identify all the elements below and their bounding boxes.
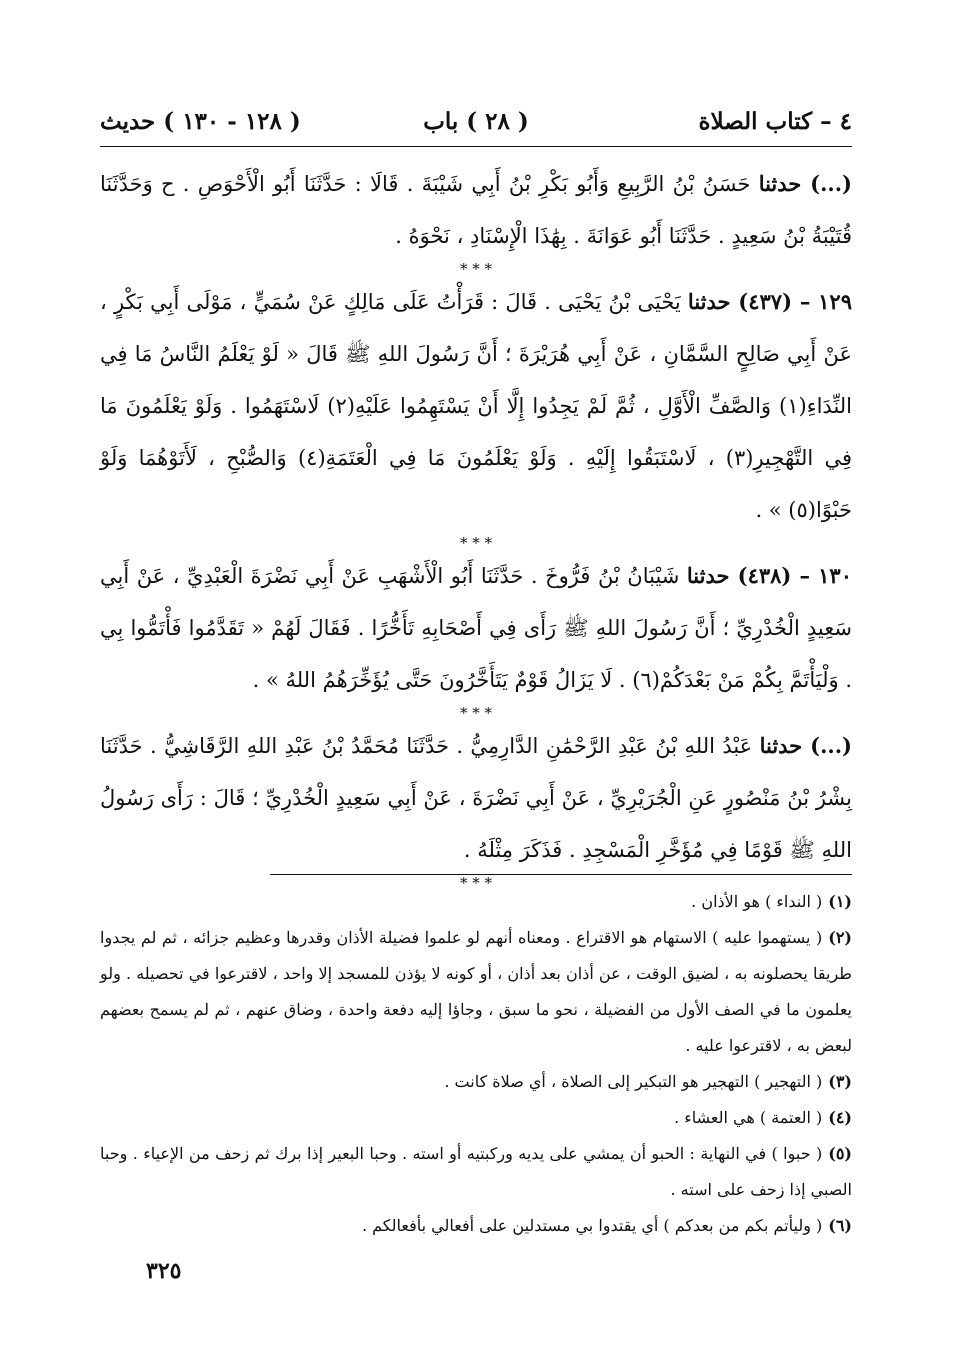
page-number: ٣٢٥ (146, 1258, 182, 1284)
section-separator: * * * (459, 704, 493, 722)
footnotes (100, 884, 852, 1244)
footnote (100, 884, 852, 920)
hadith-paragraph (100, 276, 852, 536)
hadith-paragraph (100, 550, 852, 706)
footnote-number: (٢) (828, 928, 852, 947)
footnote (100, 1100, 852, 1136)
footnote (100, 1208, 852, 1244)
section-separator: * * * (459, 874, 493, 892)
hadith-paragraph (100, 720, 852, 876)
section-separator: * * * (459, 260, 493, 278)
hadith-number: (...) حدثنا (759, 733, 852, 758)
header-divider (100, 146, 852, 147)
hadith-body: حَسَنُ بْنُ الرَّبِيعِ وَأَبُو بَكْرِ بْنُ أَبِي شَيْبَةَ . قَالَا : حَدَّثَنَا أَبُو الْأَحْوَصِ . ح وَحَدَّثَنَا قُتَيْبَةُ بْنُ سَعِيدٍ . حَدَّثَنَا أَبُو عَوَانَةَ . بِهَٰذَا الْإِسْنَادِ ، نَحْوَهُ . (100, 172, 852, 248)
footnote-divider (270, 874, 852, 875)
hadith-body: عَبْدُ اللهِ بْنُ عَبْدِ الرَّحْمَٰنِ الدَّارِمِيُّ . حَدَّثَنَا مُحَمَّدُ بْنُ عَبْدِ اللهِ الرَّقَاشِيُّ . حَدَّثَنَا بِشْرُ بْنُ مَنْصُورٍ عَنِ الْجُرَيْرِيِّ ، عَنْ أَبِي نَضْرَةَ ، عَنْ أَبِي سَعِيدٍ الْخُدْرِيِّ ؛ قَالَ : رَأَى رَسُولُ اللهِ ﷺ قَوْمًا فِي مُؤَخَّرِ الْمَسْجِدِ . فَذَكَرَ مِثْلَهُ . (100, 734, 852, 862)
page-header (100, 108, 852, 144)
section-separator: * * * (459, 534, 493, 552)
footnote-text: ( يستهموا عليه ) الاستهام هو الاقتراع . ومعناه أنهم لو علموا فضيلة الأذان وقدرها وعظيم جزائه ، ثم لم يجدوا طريقا يحصلونه به ، لضيق الوقت ، عن أذان بعد أذان ، أو كونه لا يؤذن للمسجد إلا واحد ، لاقترعوا في تحصيله . ولو يعلمون ما في الصف الأول من الفضيلة ، نحو ما سبق ، وجاؤا إليه دفعة واحدة ، وضاق عنهم ، ثم لم يسمح بعضهم لبعض به ، لاقترعوا عليه . (100, 928, 853, 1055)
hadith-range: ( ١٢٨ - ١٣٠ ) حديث (100, 108, 301, 135)
book-title: ٤ – كتاب الصلاة (698, 108, 852, 135)
hadith-number: ١٢٩ – (٤٣٧) حدثنا (687, 289, 852, 314)
hadith-body: يَحْيَى بْنُ يَحْيَى . قَالَ : قَرَأْتُ عَلَى مَالِكٍ عَنْ سُمَيٍّ ، مَوْلَى أَبِي بَكْرٍ ، عَنْ أَبِي صَالِحٍ السَّمَّانِ ، عَنْ أَبِي هُرَيْرَةَ ؛ أَنَّ رَسُولَ اللهِ ﷺ قَالَ « لَوْ يَعْلَمُ النَّاسُ مَا فِي النِّدَاءِ(١) وَالصَّفِّ الْأَوَّلِ ، ثُمَّ لَمْ يَجِدُوا إِلَّا أَنْ يَسْتَهِمُوا عَلَيْهِ(٢) لَاسْتَهَمُوا . وَلَوْ يَعْلَمُونَ مَا فِي التَّهْجِيرِ(٣) ، لَاسْتَبَقُوا إِلَيْهِ . وَلَوْ يَعْلَمُونَ مَا فِي الْعَتَمَةِ(٤) وَالصُّبْحِ ، لَأَتَوْهُمَا وَلَوْ حَبْوًا(٥) » . (100, 290, 853, 522)
footnote-number: (٤) (828, 1108, 852, 1127)
footnote-number: (٣) (828, 1072, 852, 1091)
footnote (100, 1136, 852, 1208)
footnote (100, 920, 852, 1064)
footnote (100, 1064, 852, 1100)
footnote-text: ( التهجير ) التهجير هو التبكير إلى الصلاة ، أي صلاة كانت . (444, 1072, 823, 1091)
footnote-text: ( وليأتم بكم من بعدكم ) أي يقتدوا بي مستدلين على أفعالي بأفعالكم . (361, 1216, 823, 1235)
footnote-number: (٥) (828, 1144, 852, 1163)
footnote-number: (١) (828, 892, 852, 911)
hadith-text (100, 158, 852, 890)
chapter-label: ( ٢٨ ) باب (423, 108, 529, 135)
hadith-paragraph (100, 158, 852, 262)
footnote-text: ( العتمة ) هي العشاء . (674, 1108, 823, 1127)
hadith-number: ١٣٠ – (٤٣٨) حدثنا (686, 563, 852, 588)
footnote-text: ( النداء ) هو الأذان . (691, 892, 823, 911)
footnote-text: ( حبوا ) في النهاية : الحبو أن يمشي على يديه وركبتيه أو استه . وحبا البعير إذا برك ثم زحف من الإعياء . وحبا الصبي إذا زحف على استه . (100, 1144, 852, 1199)
hadith-body: شَيْبَانُ بْنُ فَرُّوخَ . حَدَّثَنَا أَبُو الْأَشْهَبِ عَنْ أَبِي نَضْرَةَ الْعَبْدِيِّ ، عَنْ أَبِي سَعِيدٍ الْخُدْرِيِّ ؛ أَنَّ رَسُولَ اللهِ ﷺ رَأَى فِي أَصْحَابِهِ تَأَخُّرًا . فَقَالَ لَهُمْ « تَقَدَّمُوا فَأْتَمُّوا بِي . وَلْيَأْتَمَّ بِكُمْ مَنْ بَعْدَكُمْ(٦) . لَا يَزَالُ قَوْمٌ يَتَأَخَّرُونَ حَتَّى يُؤَخِّرَهُمُ اللهُ » . (100, 564, 852, 692)
footnote-number: (٦) (828, 1216, 852, 1235)
hadith-number: (...) حدثنا (758, 171, 852, 196)
